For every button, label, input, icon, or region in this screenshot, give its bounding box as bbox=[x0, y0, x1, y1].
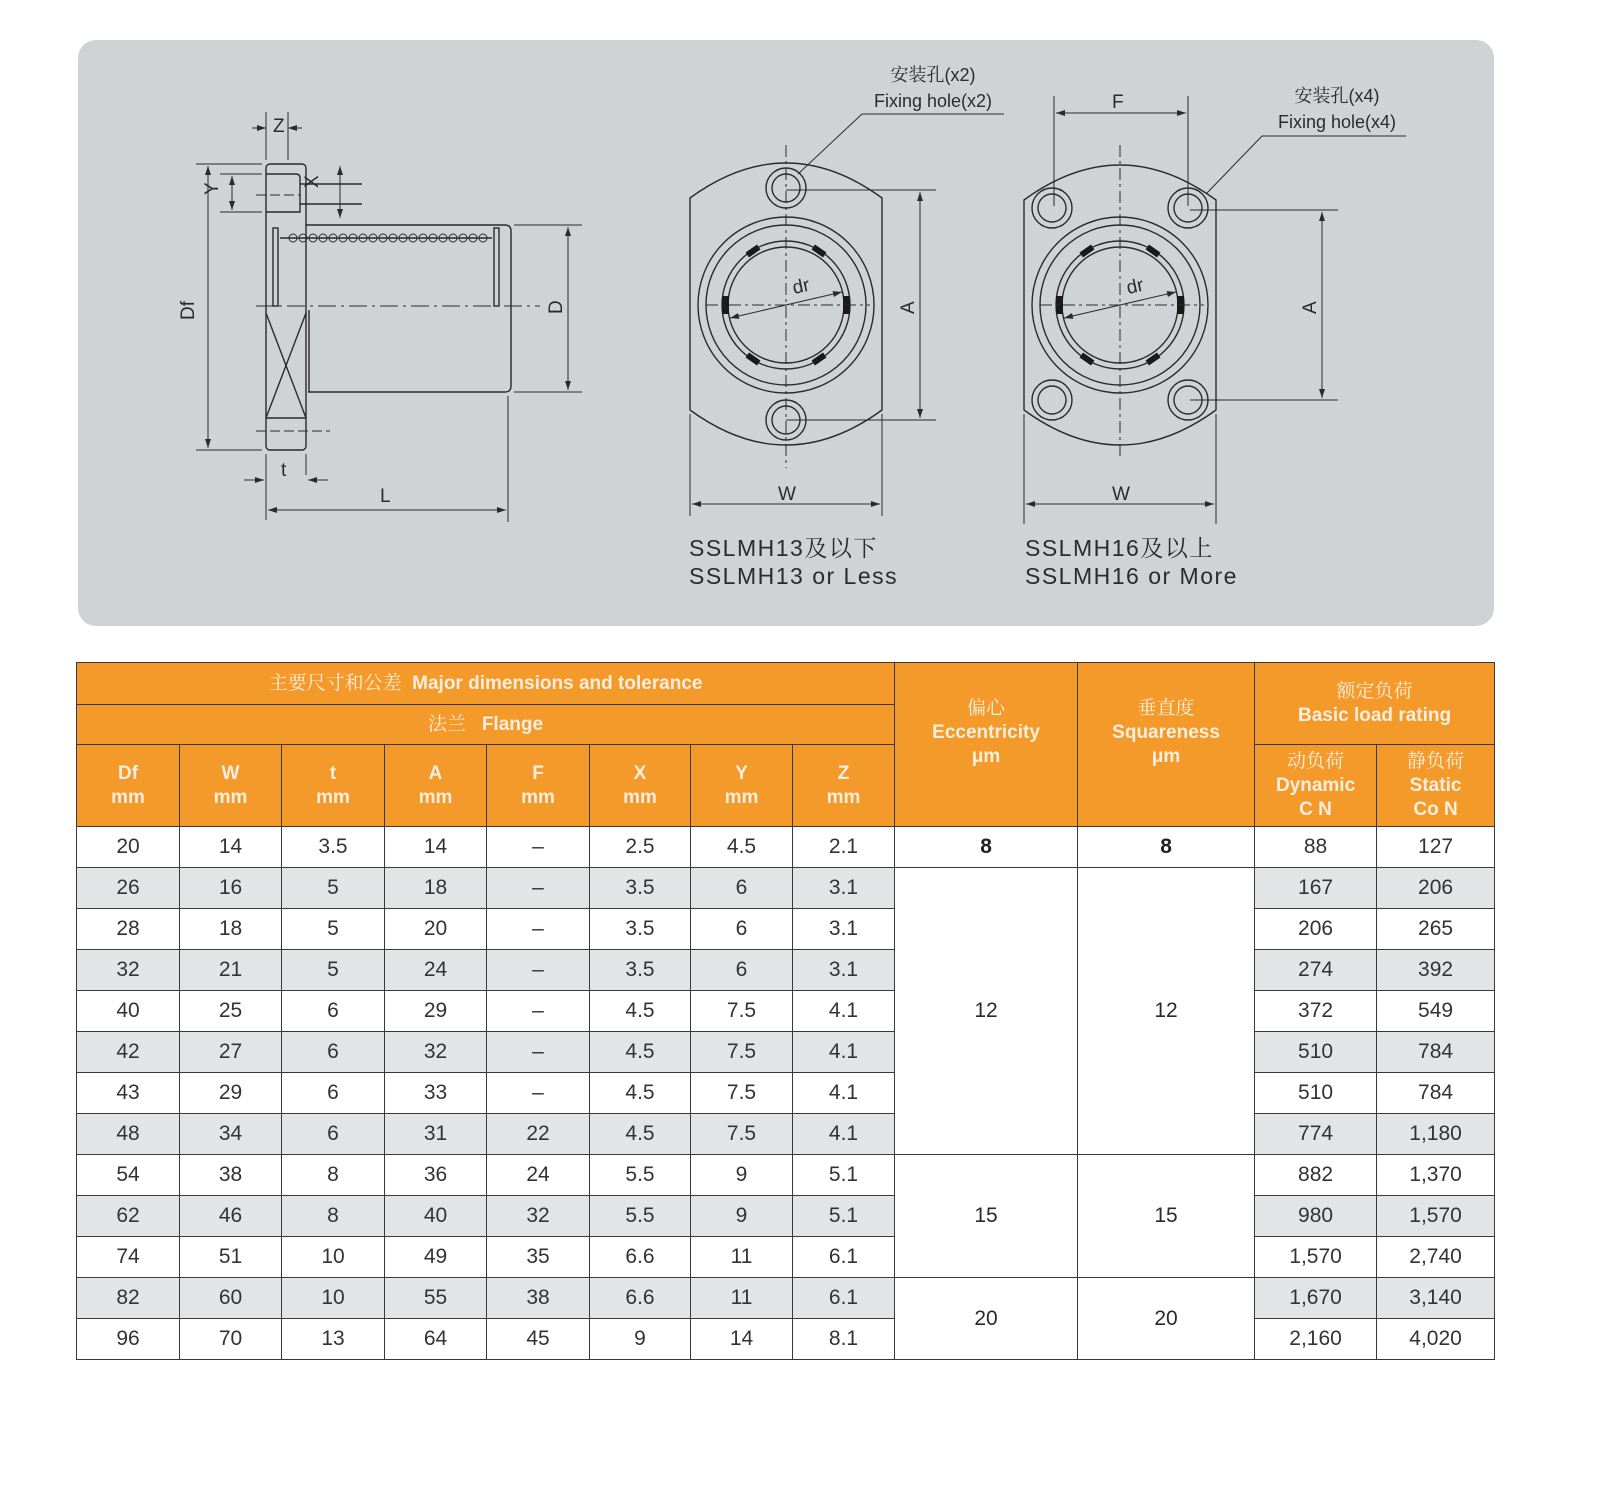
cell-z: 4.1 bbox=[793, 1073, 895, 1114]
table-row bbox=[77, 1032, 1495, 1073]
leader-fixing-hole-x2 bbox=[858, 62, 1008, 114]
table-row bbox=[77, 1155, 1495, 1196]
cell-static-load: 3,140 bbox=[1377, 1278, 1495, 1319]
cell-y: 6 bbox=[691, 868, 793, 909]
col-header-w: W mm bbox=[180, 745, 282, 827]
dim-label-y: Y bbox=[202, 182, 223, 195]
cell-df: 82 bbox=[77, 1278, 180, 1319]
cell-x: 6.6 bbox=[590, 1278, 691, 1319]
leader-en: Fixing hole(x2) bbox=[873, 91, 993, 111]
cell-df: 96 bbox=[77, 1319, 180, 1360]
cell-y: 11 bbox=[691, 1237, 793, 1278]
cell-z: 2.1 bbox=[793, 827, 895, 868]
col-header-f: F mm bbox=[487, 745, 590, 827]
cell-a: 55 bbox=[385, 1278, 487, 1319]
cell-w: 60 bbox=[180, 1278, 282, 1319]
cell-a: 31 bbox=[385, 1114, 487, 1155]
cell-static-load: 1,370 bbox=[1377, 1155, 1495, 1196]
cell-x: 9 bbox=[590, 1319, 691, 1360]
cell-f: – bbox=[487, 950, 590, 991]
caption-small-model bbox=[689, 534, 898, 590]
cell-df: 32 bbox=[77, 950, 180, 991]
caption-large-model bbox=[1025, 534, 1238, 590]
cell-z: 3.1 bbox=[793, 868, 895, 909]
table-row bbox=[77, 1237, 1495, 1278]
cell-a: 29 bbox=[385, 991, 487, 1032]
cell-dynamic-load: 882 bbox=[1255, 1155, 1377, 1196]
cell-z: 6.1 bbox=[793, 1278, 895, 1319]
cell-df: 48 bbox=[77, 1114, 180, 1155]
cell-f: – bbox=[487, 827, 590, 868]
cell-t: 3.5 bbox=[282, 827, 385, 868]
cell-f: – bbox=[487, 991, 590, 1032]
cell-x: 5.5 bbox=[590, 1196, 691, 1237]
cell-f: – bbox=[487, 1073, 590, 1114]
cell-static-load: 1,570 bbox=[1377, 1196, 1495, 1237]
cell-a: 40 bbox=[385, 1196, 487, 1237]
cell-a: 14 bbox=[385, 827, 487, 868]
cell-t: 5 bbox=[282, 868, 385, 909]
cell-df: 62 bbox=[77, 1196, 180, 1237]
cell-df: 26 bbox=[77, 868, 180, 909]
cell-w: 21 bbox=[180, 950, 282, 991]
table-row bbox=[77, 950, 1495, 991]
dim-label-l: L bbox=[380, 486, 391, 507]
cell-y: 4.5 bbox=[691, 827, 793, 868]
cell-t: 6 bbox=[282, 991, 385, 1032]
caption-cn: SSLMH13及以下 bbox=[689, 535, 878, 561]
cell-z: 5.1 bbox=[793, 1196, 895, 1237]
cell-f: – bbox=[487, 868, 590, 909]
cell-f: 45 bbox=[487, 1319, 590, 1360]
dim-label-w-large: W bbox=[1112, 484, 1130, 505]
side-view bbox=[196, 112, 582, 522]
cell-x: 4.5 bbox=[590, 991, 691, 1032]
cell-w: 16 bbox=[180, 868, 282, 909]
cell-y: 7.5 bbox=[691, 991, 793, 1032]
dim-label-a-large: A bbox=[1300, 301, 1321, 314]
cell-y: 6 bbox=[691, 909, 793, 950]
cell-y: 9 bbox=[691, 1155, 793, 1196]
cell-df: 54 bbox=[77, 1155, 180, 1196]
cell-squareness: 8 bbox=[1078, 827, 1255, 868]
cell-w: 18 bbox=[180, 909, 282, 950]
cell-w: 14 bbox=[180, 827, 282, 868]
cell-x: 4.5 bbox=[590, 1032, 691, 1073]
cell-w: 51 bbox=[180, 1237, 282, 1278]
cell-f: 35 bbox=[487, 1237, 590, 1278]
cell-dynamic-load: 88 bbox=[1255, 827, 1377, 868]
cell-x: 5.5 bbox=[590, 1155, 691, 1196]
cell-a: 24 bbox=[385, 950, 487, 991]
col-header-static: 静负荷 Static Co N bbox=[1377, 745, 1495, 827]
cell-f: 22 bbox=[487, 1114, 590, 1155]
cell-a: 20 bbox=[385, 909, 487, 950]
cell-f: 24 bbox=[487, 1155, 590, 1196]
cell-x: 3.5 bbox=[590, 909, 691, 950]
cell-t: 10 bbox=[282, 1237, 385, 1278]
cell-z: 3.1 bbox=[793, 950, 895, 991]
cell-dynamic-load: 774 bbox=[1255, 1114, 1377, 1155]
cell-eccentricity: 15 bbox=[895, 1155, 1078, 1278]
cell-y: 7.5 bbox=[691, 1032, 793, 1073]
cell-eccentricity: 12 bbox=[895, 868, 1078, 1155]
cell-static-load: 206 bbox=[1377, 868, 1495, 909]
dim-label-dr-large: dr bbox=[1124, 274, 1146, 299]
table-row bbox=[77, 827, 1495, 868]
table-row bbox=[77, 1319, 1495, 1360]
cell-x: 3.5 bbox=[590, 868, 691, 909]
table-row bbox=[77, 1196, 1495, 1237]
cell-df: 42 bbox=[77, 1032, 180, 1073]
cell-t: 5 bbox=[282, 950, 385, 991]
cell-w: 25 bbox=[180, 991, 282, 1032]
dim-label-df: Df bbox=[178, 301, 199, 320]
cell-w: 27 bbox=[180, 1032, 282, 1073]
cell-w: 38 bbox=[180, 1155, 282, 1196]
cell-a: 64 bbox=[385, 1319, 487, 1360]
cell-y: 6 bbox=[691, 950, 793, 991]
cell-t: 6 bbox=[282, 1114, 385, 1155]
col-header-df: Df mm bbox=[77, 745, 180, 827]
cell-z: 8.1 bbox=[793, 1319, 895, 1360]
cell-df: 40 bbox=[77, 991, 180, 1032]
cell-y: 11 bbox=[691, 1278, 793, 1319]
col-header-y: Y mm bbox=[691, 745, 793, 827]
cell-dynamic-load: 510 bbox=[1255, 1073, 1377, 1114]
header-squareness: 垂直度 Squareness μm bbox=[1078, 663, 1255, 827]
cell-a: 33 bbox=[385, 1073, 487, 1114]
drawing-panel bbox=[78, 40, 1494, 626]
table-row bbox=[77, 868, 1495, 909]
leader-cn: 安装孔(x2) bbox=[890, 65, 976, 85]
cell-y: 9 bbox=[691, 1196, 793, 1237]
leader-cn: 安装孔(x4) bbox=[1294, 86, 1380, 106]
cell-y: 14 bbox=[691, 1319, 793, 1360]
cell-static-load: 1,180 bbox=[1377, 1114, 1495, 1155]
col-header-a: A mm bbox=[385, 745, 487, 827]
cell-x: 4.5 bbox=[590, 1073, 691, 1114]
dim-label-d: D bbox=[546, 300, 567, 314]
spec-table-body bbox=[77, 827, 1495, 1360]
dim-label-f: F bbox=[1112, 92, 1124, 113]
caption-cn: SSLMH16及以上 bbox=[1025, 535, 1214, 561]
col-header-x: X mm bbox=[590, 745, 691, 827]
cell-a: 18 bbox=[385, 868, 487, 909]
cell-eccentricity: 8 bbox=[895, 827, 1078, 868]
cell-f: – bbox=[487, 1032, 590, 1073]
header-eccentricity: 偏心 Eccentricity μm bbox=[895, 663, 1078, 827]
cell-y: 7.5 bbox=[691, 1073, 793, 1114]
cell-x: 3.5 bbox=[590, 950, 691, 991]
table-row bbox=[77, 1278, 1495, 1319]
cell-f: 32 bbox=[487, 1196, 590, 1237]
cell-t: 8 bbox=[282, 1155, 385, 1196]
cell-t: 5 bbox=[282, 909, 385, 950]
cell-dynamic-load: 372 bbox=[1255, 991, 1377, 1032]
cell-a: 49 bbox=[385, 1237, 487, 1278]
leader-en: Fixing hole(x4) bbox=[1277, 112, 1397, 132]
cell-t: 10 bbox=[282, 1278, 385, 1319]
cell-dynamic-load: 980 bbox=[1255, 1196, 1377, 1237]
cell-dynamic-load: 206 bbox=[1255, 909, 1377, 950]
table-row bbox=[77, 1073, 1495, 1114]
caption-en: SSLMH16 or More bbox=[1025, 563, 1238, 589]
cell-static-load: 392 bbox=[1377, 950, 1495, 991]
cell-t: 6 bbox=[282, 1073, 385, 1114]
cell-static-load: 4,020 bbox=[1377, 1319, 1495, 1360]
cell-w: 29 bbox=[180, 1073, 282, 1114]
cell-df: 28 bbox=[77, 909, 180, 950]
dim-label-x: X bbox=[302, 175, 323, 188]
cell-y: 7.5 bbox=[691, 1114, 793, 1155]
header-major-dimensions: 主要尺寸和公差 Major dimensions and tolerance bbox=[77, 663, 895, 705]
front-view-small bbox=[690, 114, 1004, 516]
spec-table bbox=[76, 662, 1495, 1360]
cell-t: 6 bbox=[282, 1032, 385, 1073]
cell-squareness: 15 bbox=[1078, 1155, 1255, 1278]
cell-dynamic-load: 2,160 bbox=[1255, 1319, 1377, 1360]
header-basic-load-rating: 额定负荷 Basic load rating bbox=[1255, 663, 1495, 745]
dim-label-t: t bbox=[281, 460, 287, 481]
cell-static-load: 127 bbox=[1377, 827, 1495, 868]
cell-w: 70 bbox=[180, 1319, 282, 1360]
cell-df: 43 bbox=[77, 1073, 180, 1114]
col-header-z: Z mm bbox=[793, 745, 895, 827]
cell-df: 74 bbox=[77, 1237, 180, 1278]
cell-x: 6.6 bbox=[590, 1237, 691, 1278]
cell-x: 2.5 bbox=[590, 827, 691, 868]
header-flange: 法兰 Flange bbox=[77, 705, 895, 745]
cell-z: 4.1 bbox=[793, 991, 895, 1032]
cell-z: 4.1 bbox=[793, 1114, 895, 1155]
cell-squareness: 20 bbox=[1078, 1278, 1255, 1360]
cell-z: 6.1 bbox=[793, 1237, 895, 1278]
cell-f: 38 bbox=[487, 1278, 590, 1319]
cell-a: 32 bbox=[385, 1032, 487, 1073]
cell-z: 5.1 bbox=[793, 1155, 895, 1196]
cell-dynamic-load: 274 bbox=[1255, 950, 1377, 991]
cell-dynamic-load: 167 bbox=[1255, 868, 1377, 909]
cell-t: 8 bbox=[282, 1196, 385, 1237]
cell-z: 3.1 bbox=[793, 909, 895, 950]
cell-w: 46 bbox=[180, 1196, 282, 1237]
cell-squareness: 12 bbox=[1078, 868, 1255, 1155]
cell-static-load: 784 bbox=[1377, 1032, 1495, 1073]
cell-dynamic-load: 510 bbox=[1255, 1032, 1377, 1073]
cell-static-load: 2,740 bbox=[1377, 1237, 1495, 1278]
leader-fixing-hole-x4 bbox=[1262, 83, 1412, 135]
cell-t: 13 bbox=[282, 1319, 385, 1360]
cell-eccentricity: 20 bbox=[895, 1278, 1078, 1360]
dim-label-w-small: W bbox=[778, 484, 796, 505]
front-view-large bbox=[1024, 96, 1406, 524]
cell-f: – bbox=[487, 909, 590, 950]
cell-static-load: 265 bbox=[1377, 909, 1495, 950]
cell-x: 4.5 bbox=[590, 1114, 691, 1155]
cell-static-load: 784 bbox=[1377, 1073, 1495, 1114]
cell-df: 20 bbox=[77, 827, 180, 868]
cell-w: 34 bbox=[180, 1114, 282, 1155]
col-header-t: t mm bbox=[282, 745, 385, 827]
dim-label-dr-small: dr bbox=[790, 274, 812, 299]
cell-a: 36 bbox=[385, 1155, 487, 1196]
table-row bbox=[77, 909, 1495, 950]
col-header-dynamic: 动负荷 Dynamic C N bbox=[1255, 745, 1377, 827]
cell-static-load: 549 bbox=[1377, 991, 1495, 1032]
table-row bbox=[77, 1114, 1495, 1155]
dim-label-a-small: A bbox=[898, 301, 919, 314]
cell-z: 4.1 bbox=[793, 1032, 895, 1073]
table-row bbox=[77, 991, 1495, 1032]
cell-dynamic-load: 1,570 bbox=[1255, 1237, 1377, 1278]
cell-dynamic-load: 1,670 bbox=[1255, 1278, 1377, 1319]
caption-en: SSLMH13 or Less bbox=[689, 563, 899, 589]
dim-label-z: Z bbox=[273, 116, 285, 137]
